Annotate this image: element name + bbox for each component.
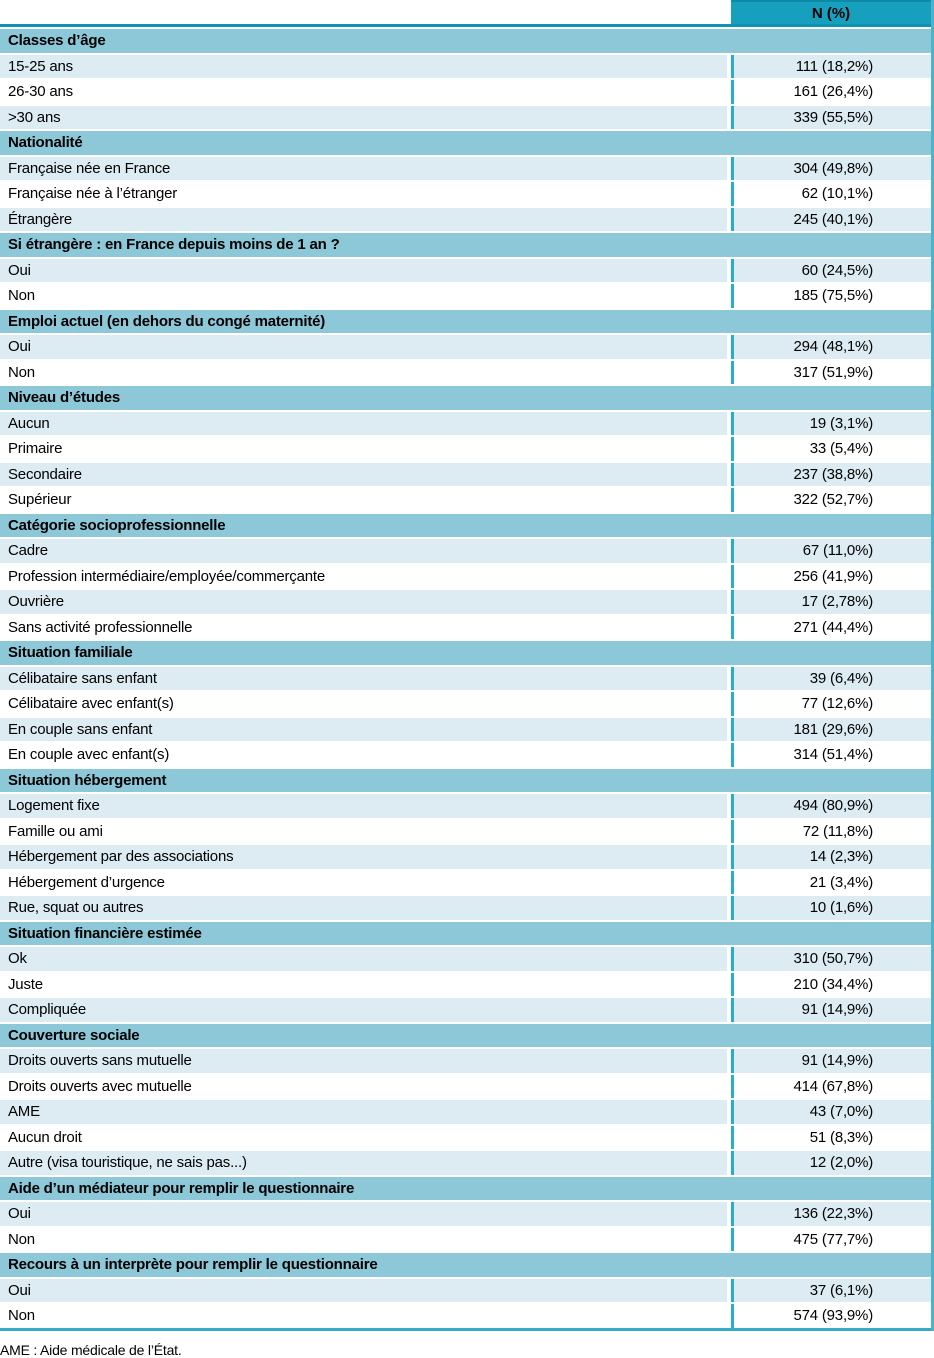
row-value: 91 (14,9%) — [731, 1049, 931, 1073]
table-row — [0, 461, 931, 487]
section-header-row: Couverture sociale — [0, 1022, 931, 1048]
row-value: 475 (77,7%) — [731, 1228, 931, 1252]
table-row — [0, 588, 931, 614]
row-value: 574 (93,9%) — [731, 1304, 931, 1328]
row-label: Profession intermédiaire/employée/commerçante — [8, 567, 325, 585]
row-value: 339 (55,5%) — [731, 106, 931, 130]
table-row — [0, 435, 931, 461]
table-row — [0, 996, 931, 1022]
section-header-row: Nationalité — [0, 129, 931, 155]
row-label: Française née en France — [0, 157, 727, 181]
row-value: 33 (5,4%) — [731, 437, 931, 461]
row-label: AME — [0, 1100, 727, 1124]
table-row — [0, 180, 931, 206]
row-value: 12 (2,0%) — [731, 1151, 931, 1175]
table-row — [0, 104, 931, 130]
row-value: 237 (38,8%) — [731, 463, 931, 487]
row-label: Rue, squat ou autres — [0, 896, 727, 920]
row-label: Secondaire — [0, 463, 727, 487]
table-bottom-rule — [0, 1328, 931, 1331]
section-header-row: Catégorie socioprofessionnelle — [0, 512, 931, 538]
row-label: Oui — [0, 1279, 727, 1303]
table-row — [0, 818, 931, 844]
row-value: 494 (80,9%) — [731, 794, 931, 818]
table-footnote: AME : Aide médicale de l’État. — [0, 1341, 182, 1358]
section-header-row: Emploi actuel (en dehors du congé maternité) — [0, 308, 931, 334]
row-label: Hébergement par des associations — [0, 845, 727, 869]
section-header-row: Recours à un interprète pour remplir le questionnaire — [0, 1251, 931, 1277]
row-value: 271 (44,4%) — [731, 616, 931, 640]
table-row — [0, 1277, 931, 1303]
section-header-row: Niveau d’études — [0, 384, 931, 410]
section-header-row: Si étrangère : en France depuis moins de 1 an ? — [0, 231, 931, 257]
row-label: Aucun droit — [8, 1128, 82, 1146]
row-value: 62 (10,1%) — [731, 182, 931, 206]
row-label: Non — [8, 1230, 35, 1248]
row-value: 136 (22,3%) — [731, 1202, 931, 1226]
row-value: 310 (50,7%) — [731, 947, 931, 971]
row-value: 314 (51,4%) — [731, 743, 931, 767]
table-row — [0, 53, 931, 79]
table-row — [0, 741, 931, 767]
row-value: 43 (7,0%) — [731, 1100, 931, 1124]
row-label: Primaire — [8, 440, 63, 458]
row-value: 91 (14,9%) — [731, 998, 931, 1022]
row-label: Célibataire sans enfant — [0, 667, 727, 691]
row-value: 72 (11,8%) — [731, 820, 931, 844]
row-value: 60 (24,5%) — [731, 259, 931, 283]
table-row — [0, 1200, 931, 1226]
row-value: 210 (34,4%) — [731, 973, 931, 997]
table-row — [0, 1073, 931, 1099]
table-row — [0, 486, 931, 512]
table-row — [0, 563, 931, 589]
row-label: En couple sans enfant — [0, 718, 727, 742]
row-value: 77 (12,6%) — [731, 692, 931, 716]
row-value: 322 (52,7%) — [731, 488, 931, 512]
section-header-row: Situation hébergement — [0, 767, 931, 793]
row-value: 39 (6,4%) — [731, 667, 931, 691]
header-value-cell: N (%) — [731, 0, 931, 24]
row-label: Oui — [0, 259, 727, 283]
row-value: 37 (6,1%) — [731, 1279, 931, 1303]
row-label: Droits ouverts sans mutuelle — [0, 1049, 727, 1073]
row-label: Étrangère — [0, 208, 727, 232]
row-label: 26-30 ans — [8, 83, 73, 101]
row-value: 14 (2,3%) — [731, 845, 931, 869]
table-row — [0, 869, 931, 895]
table-row — [0, 257, 931, 283]
table-row — [0, 206, 931, 232]
row-value: 161 (26,4%) — [731, 80, 931, 104]
row-value: 21 (3,4%) — [731, 871, 931, 895]
table-body — [0, 27, 931, 1328]
row-label: Française née à l’étranger — [8, 185, 178, 203]
section-header-row: Aide d’un médiateur pour remplir le questionnaire — [0, 1175, 931, 1201]
row-label: Droits ouverts avec mutuelle — [8, 1077, 192, 1095]
row-value: 245 (40,1%) — [731, 208, 931, 232]
table-row — [0, 537, 931, 563]
row-label: En couple avec enfant(s) — [8, 746, 170, 764]
row-label: Ouvrière — [0, 590, 727, 614]
row-value: 10 (1,6%) — [731, 896, 931, 920]
table-row — [0, 1226, 931, 1252]
table-row — [0, 945, 931, 971]
row-value: 17 (2,78%) — [731, 590, 931, 614]
table-header-row — [0, 0, 931, 24]
table-row — [0, 614, 931, 640]
row-value: 294 (48,1%) — [731, 335, 931, 359]
row-label: Non — [8, 1307, 35, 1325]
row-value: 19 (3,1%) — [731, 412, 931, 436]
section-header-row: Classes d’âge — [0, 27, 931, 53]
row-label: Juste — [8, 975, 43, 993]
table-row — [0, 1098, 931, 1124]
row-label: Logement fixe — [0, 794, 727, 818]
row-label: Oui — [0, 1202, 727, 1226]
table-row — [0, 1047, 931, 1073]
row-value: 67 (11,0%) — [731, 539, 931, 563]
row-label: Autre (visa touristique, ne sais pas...) — [0, 1151, 727, 1175]
row-label: 15-25 ans — [0, 55, 727, 79]
row-value: 304 (49,8%) — [731, 157, 931, 181]
row-label: Compliquée — [0, 998, 727, 1022]
table-row — [0, 1124, 931, 1150]
row-label: Cadre — [0, 539, 727, 563]
header-empty-cell — [0, 0, 731, 24]
row-label: Non — [8, 363, 35, 381]
table-row — [0, 690, 931, 716]
row-value: 51 (8,3%) — [731, 1126, 931, 1150]
row-label: Sans activité professionnelle — [8, 618, 193, 636]
table-row — [0, 665, 931, 691]
table-row — [0, 716, 931, 742]
row-value: 414 (67,8%) — [731, 1075, 931, 1099]
row-value: 256 (41,9%) — [731, 565, 931, 589]
table-row — [0, 359, 931, 385]
table-row — [0, 155, 931, 181]
row-label: Non — [8, 287, 35, 305]
table-row — [0, 333, 931, 359]
row-label: Aucun — [0, 412, 727, 436]
row-label: >30 ans — [0, 106, 727, 130]
table-row — [0, 1302, 931, 1328]
row-value: 181 (29,6%) — [731, 718, 931, 742]
table-row — [0, 894, 931, 920]
table-row — [0, 282, 931, 308]
row-value: 185 (75,5%) — [731, 284, 931, 308]
row-label: Famille ou ami — [8, 822, 103, 840]
row-label: Hébergement d’urgence — [8, 873, 165, 891]
section-header-row: Situation familiale — [0, 639, 931, 665]
section-header-row: Situation financière estimée — [0, 920, 931, 946]
table-row — [0, 410, 931, 436]
table-row — [0, 971, 931, 997]
row-value: 111 (18,2%) — [731, 55, 931, 79]
row-label: Célibataire avec enfant(s) — [8, 695, 174, 713]
table-row — [0, 792, 931, 818]
table-row — [0, 78, 931, 104]
table-row — [0, 843, 931, 869]
row-value: 317 (51,9%) — [731, 361, 931, 385]
row-label: Ok — [0, 947, 727, 971]
row-label: Supérieur — [8, 491, 72, 509]
row-label: Oui — [0, 335, 727, 359]
table-row — [0, 1149, 931, 1175]
